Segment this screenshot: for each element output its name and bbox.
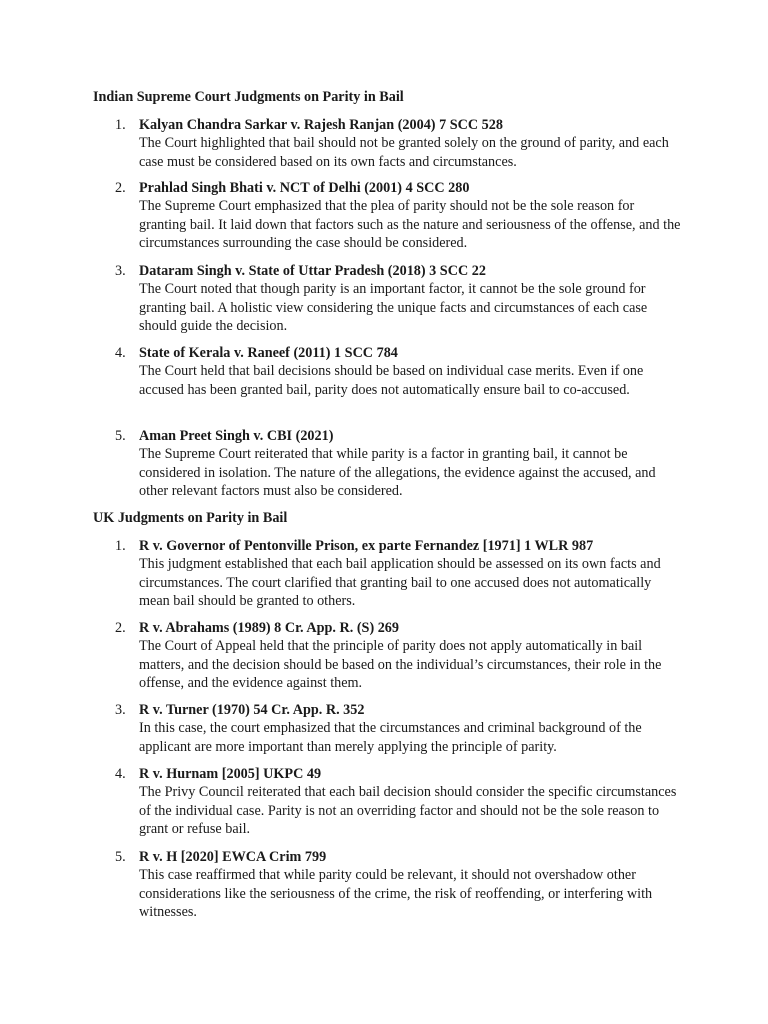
case-description: The Court highlighted that bail should not be granted solely on the ground of parity, and each case must be considered based on its own facts and circumstances.: [139, 135, 669, 170]
section-heading-uk: UK Judgments on Parity in Bail: [93, 510, 288, 526]
case-description: This case reaffirmed that while parity could be relevant, it should not overshadow other considerations like the seriousness of the crime, the risk of reoffending, or interfering with witnesses.: [139, 867, 653, 920]
list-item: [93, 179, 683, 252]
item-number: 4.: [115, 345, 126, 361]
item-number: 3.: [115, 702, 126, 718]
case-title: Dataram Singh v. State of Uttar Pradesh (2018) 3 SCC 22: [139, 263, 486, 279]
case-description: In this case, the court emphasized that the circumstances and criminal background of the applicant are more important than merely applying the principle of parity.: [139, 720, 642, 755]
case-description: The Court noted that though parity is an important factor, it cannot be the sole ground for granting bail. A holistic view considering the unique facts and circumstances of each case should guide the decision.: [139, 281, 648, 334]
case-description: The Supreme Court reiterated that while parity is a factor in granting bail, it cannot be considered in isolation. The nature of the allegations, the evidence against the accused, and other relevant factors must also be considered.: [139, 446, 656, 499]
item-number: 3.: [115, 263, 126, 279]
case-title: R v. Abrahams (1989) 8 Cr. App. R. (S) 269: [139, 620, 399, 636]
list-item: [93, 262, 683, 335]
case-title: State of Kerala v. Raneef (2011) 1 SCC 784: [139, 345, 398, 361]
case-title: R v. H [2020] EWCA Crim 799: [139, 849, 327, 865]
case-description: The Court held that bail decisions should be based on individual case merits. Even if one accused has been granted bail, parity does not automatically ensure bail to co-accused.: [139, 363, 644, 398]
case-title: Kalyan Chandra Sarkar v. Rajesh Ranjan (2004) 7 SCC 528: [139, 117, 503, 133]
list-item: [93, 848, 683, 921]
item-number: 5.: [115, 428, 126, 444]
item-number: 1.: [115, 117, 126, 133]
list-item: [93, 116, 683, 171]
list-item: [93, 765, 683, 838]
item-number: 1.: [115, 538, 126, 554]
list-item: [93, 344, 683, 399]
case-title: R v. Turner (1970) 54 Cr. App. R. 352: [139, 702, 365, 718]
case-title: Aman Preet Singh v. CBI (2021): [139, 428, 334, 444]
list-item: [93, 701, 683, 756]
item-number: 4.: [115, 766, 126, 782]
case-title: R v. Governor of Pentonville Prison, ex parte Fernandez [1971] 1 WLR 987: [139, 538, 594, 554]
item-number: 5.: [115, 849, 126, 865]
item-number: 2.: [115, 620, 126, 636]
item-number: 2.: [115, 180, 126, 196]
case-description: This judgment established that each bail application should be assessed on its own facts and circumstances. The court clarified that granting bail to one accused does not automatically mean bail should be granted to others.: [139, 556, 661, 609]
case-title: R v. Hurnam [2005] UKPC 49: [139, 766, 322, 782]
list-item: [93, 427, 683, 500]
section-heading-indian: Indian Supreme Court Judgments on Parity in Bail: [93, 89, 404, 105]
list-item: [93, 537, 683, 610]
case-description: The Court of Appeal held that the principle of parity does not apply automatically in bail matters, and the decision should be based on the individual’s circumstances, their role in the offense, and the evidence against them.: [139, 638, 662, 691]
case-description: The Privy Council reiterated that each bail decision should consider the specific circumstances of the individual case. Parity is not an overriding factor and should not be the sole reason to grant or refuse bail.: [139, 784, 677, 837]
list-item: [93, 619, 683, 692]
case-title: Prahlad Singh Bhati v. NCT of Delhi (2001) 4 SCC 280: [139, 180, 470, 196]
case-description: The Supreme Court emphasized that the plea of parity should not be the sole reason for granting bail. It laid down that factors such as the nature and seriousness of the offense, and the circumstances surrounding the case should be considered.: [139, 198, 681, 251]
